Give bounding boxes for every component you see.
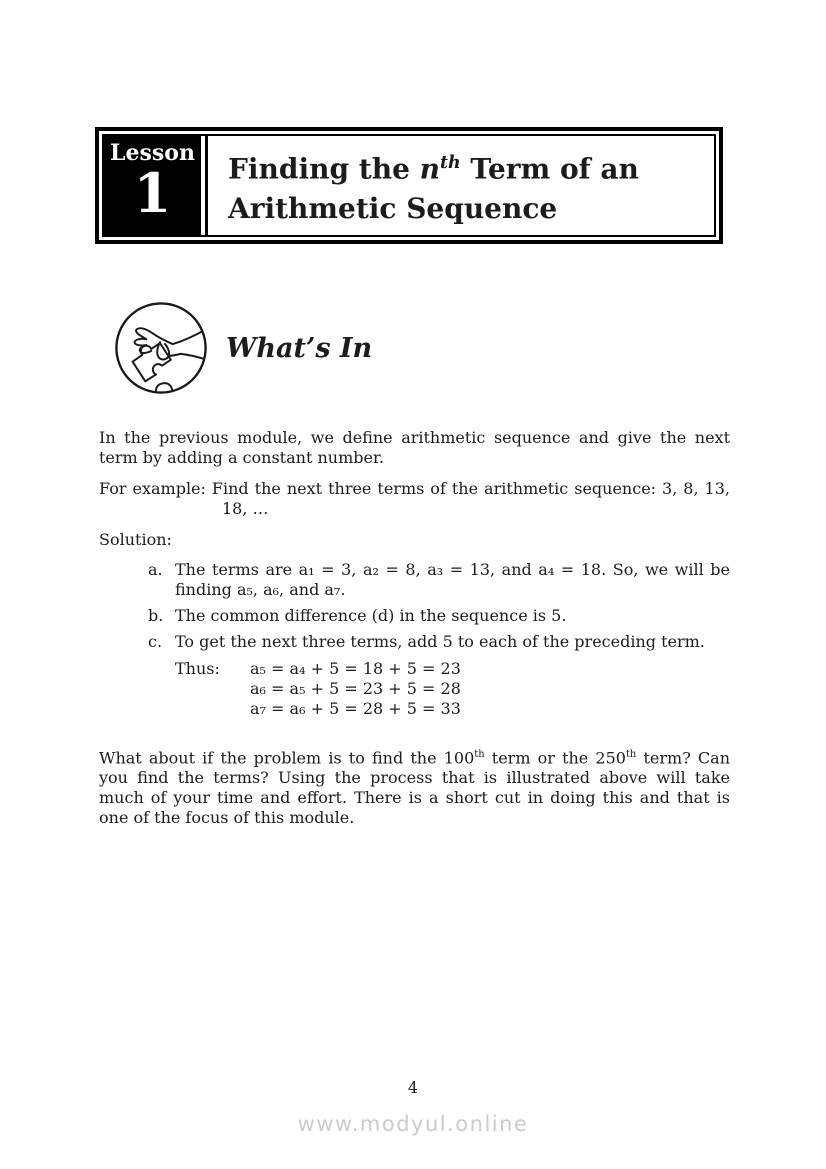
example-line1: For example: Find the next three terms of the arithmetic sequence: 3, 8, 13, <box>99 479 730 498</box>
closing-l1a: What about if the problem is to find the 100 <box>99 748 475 768</box>
solution-item-b-line1: The common difference (d) in the sequence is 5. <box>175 606 567 625</box>
title-text-pre: Finding the <box>228 152 420 186</box>
closing-line2: you find the terms? Using the process that is illustrated above will take <box>99 768 730 788</box>
intro-line2: term by adding a constant number. <box>99 448 384 467</box>
title-text-post: Term of an <box>460 152 639 186</box>
solution-item-c-line1: To get the next three terms, add 5 to each of the preceding term. <box>175 632 705 651</box>
thus-block <box>175 659 730 719</box>
equation-a6: a₆ = a₅ + 5 = 23 + 5 = 28 <box>250 679 461 698</box>
lesson-number: 1 <box>133 161 172 226</box>
lesson-header-banner <box>95 127 723 244</box>
solution-item-a-line2: finding a₅, a₆, and a₇. <box>175 580 346 599</box>
closing-line4: one of the focus of this module. <box>99 808 355 828</box>
closing-line3: much of your time and effort. There is a short cut in doing this and that is <box>99 788 730 808</box>
solution-item-a <box>148 560 730 600</box>
equation-a5: a₅ = a₄ + 5 = 18 + 5 = 23 <box>250 659 461 678</box>
equations-column <box>250 659 461 719</box>
closing-l1b: term or the 250 <box>484 748 626 768</box>
example-continuation: 18, … <box>222 499 269 518</box>
solution-item-a-line1: The terms are a₁ = 3, a₂ = 8, a₃ = 13, and a₄ = 18. So, we will be <box>175 560 730 579</box>
solution-item-c <box>148 632 730 652</box>
hand-placing-puzzle-piece-icon <box>112 299 210 397</box>
example-paragraph <box>99 479 730 519</box>
closing-l1c: term? Can <box>636 748 730 768</box>
lesson-title <box>208 136 714 235</box>
body-content <box>99 428 730 828</box>
closing-superscript-1: th <box>474 749 485 760</box>
title-math-variable: n <box>419 152 440 186</box>
list-marker-a: a. <box>148 560 163 579</box>
solution-label: Solution: <box>99 530 172 549</box>
lesson-title-line2: Arithmetic Sequence <box>228 192 558 226</box>
title-superscript: th <box>439 153 461 173</box>
list-marker-c: c. <box>148 632 163 651</box>
watermark-url: www.modyul.online <box>297 1112 529 1136</box>
list-marker-b: b. <box>148 606 164 625</box>
page-number: 4 <box>407 1078 419 1097</box>
closing-line1 <box>99 745 730 768</box>
intro-line1: In the previous module, we define arithmetic sequence and give the next <box>99 428 730 447</box>
whats-in-label: What’s In <box>226 332 373 364</box>
equation-a7: a₇ = a₆ + 5 = 28 + 5 = 33 <box>250 699 461 718</box>
closing-superscript-2: th <box>625 749 637 760</box>
solution-item-a-text <box>175 560 730 600</box>
intro-paragraph <box>99 428 730 468</box>
thus-label: Thus: <box>175 659 220 678</box>
whats-in-section-heading <box>112 299 372 397</box>
lesson-number-box <box>104 136 201 235</box>
lesson-header-inner-border <box>102 134 716 237</box>
lesson-title-line1 <box>228 143 708 189</box>
lesson-label: Lesson <box>110 140 195 166</box>
closing-paragraph <box>99 745 730 828</box>
solution-item-b <box>148 606 730 626</box>
